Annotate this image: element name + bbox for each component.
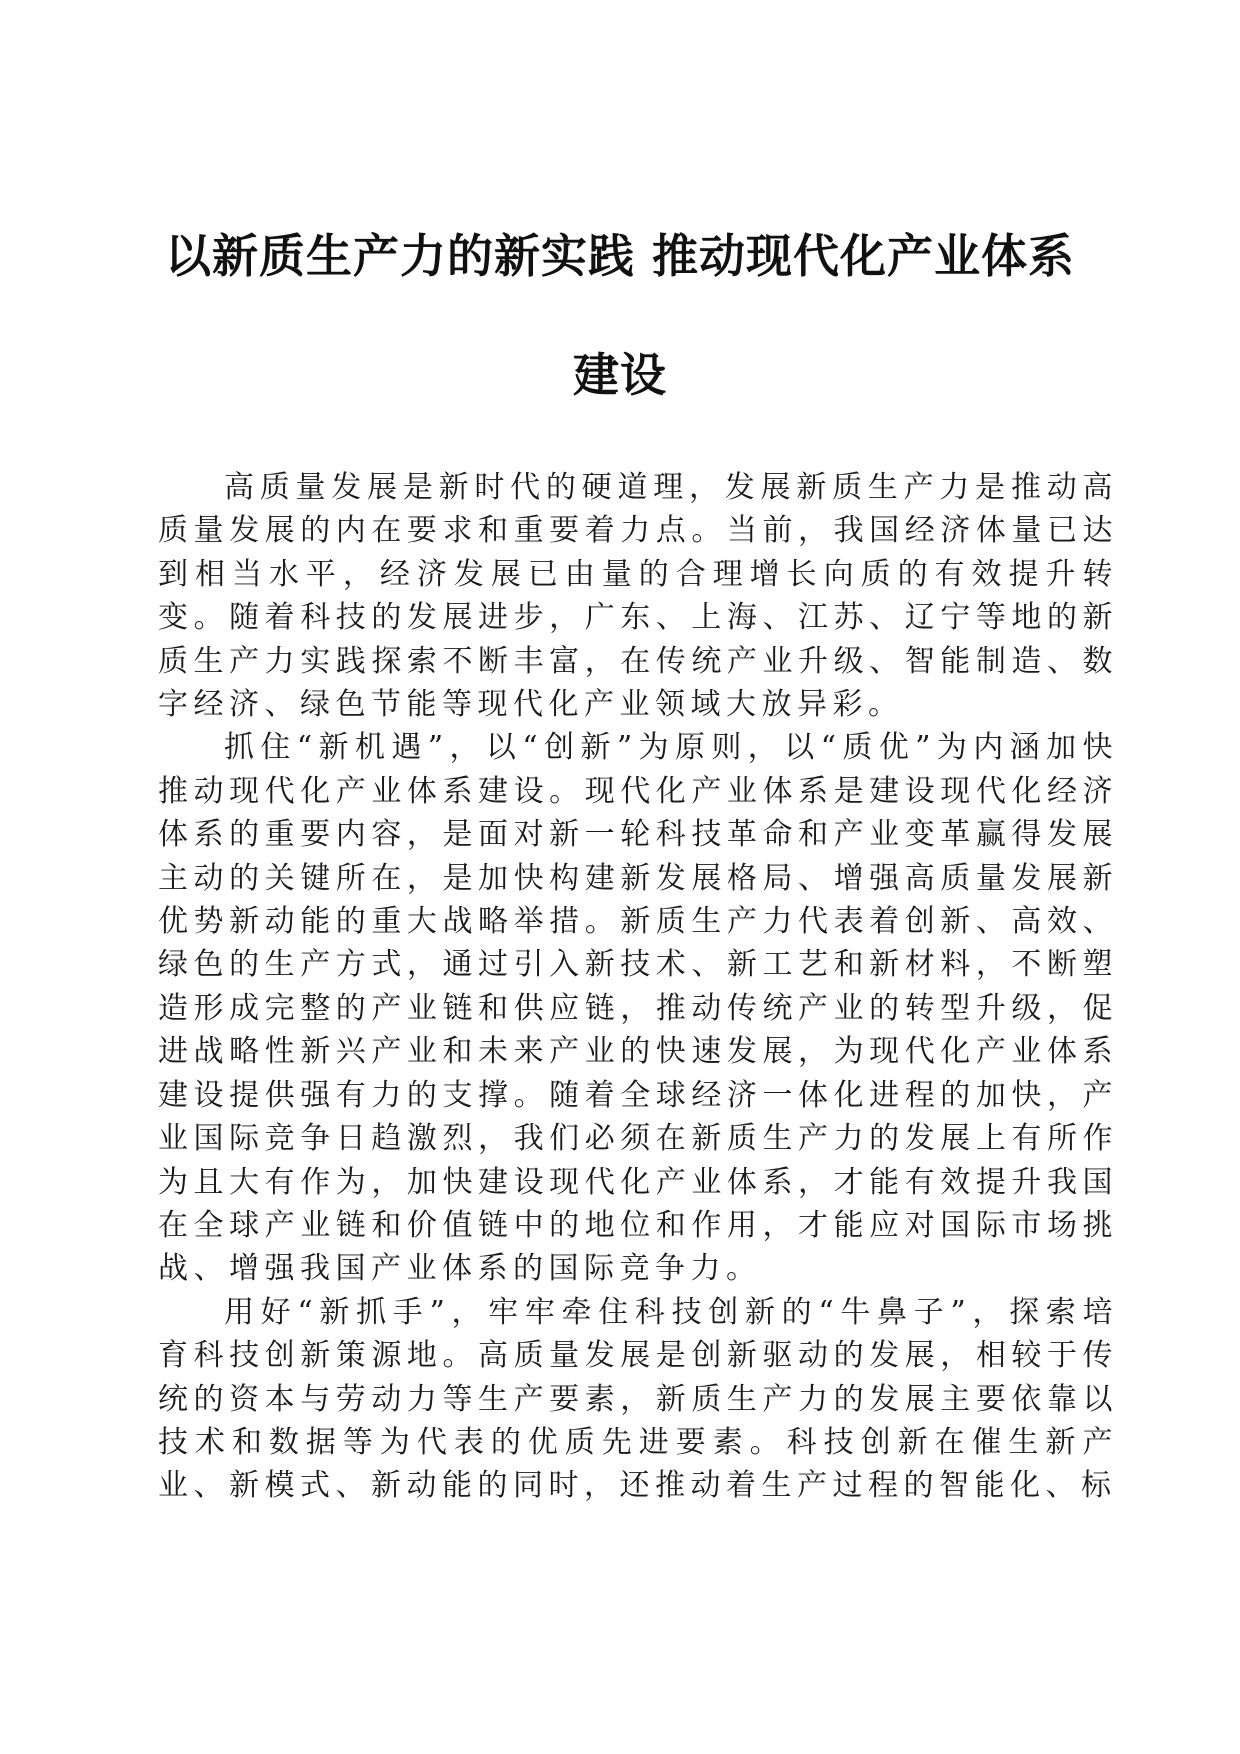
document-title-line-1: 以新质生产力的新实践 推动现代化产业体系 xyxy=(164,229,1075,283)
document-title-line-2: 建设 xyxy=(573,348,667,402)
paragraph-3: 用好“新抓手”，牢牢牵住科技创新的“牛鼻子”，探索培育科技创新策源地。高质量发展是创新驱动的发展，相较于传统的资本与劳动力等生产要素，新质生产力的发展主要依靠以技术和数据等为代表的优质先进要素。科技创新在催生新产业、新模式、新动能的同时，还推动着生产过程的智能化、标 xyxy=(158,1294,1118,1504)
paragraph-1: 高质量发展是新时代的硬道理，发展新质生产力是推动高质量发展的内在要求和重要着力点。当前，我国经济体量已达到相当水平，经济发展已由量的合理增长向质的有效提升转变。随着科技的发展进步，广东、上海、江苏、辽宁等地的新质生产力实践探索不断丰富，在传统产业升级、智能制造、数字经济、绿色节能等现代化产业领域大放异彩。 xyxy=(158,470,1118,723)
document-body xyxy=(158,466,1118,1508)
paragraph-2: 抓住“新机遇”，以“创新”为原则，以“质优”为内涵加快推动现代化产业体系建设。现代化产业体系是建设现代化经济体系的重要内容，是面对新一轮科技革命和产业变革赢得发展主动的关键所在，是加快构建新发展格局、增强高质量发展新优势新动能的重大战略举措。新质生产力代表着创新、高效、绿色的生产方式，通过引入新技术、新工艺和新材料，不断塑造形成完整的产业链和供应链，推动传统产业的转型升级，促进战略性新兴产业和未来产业的快速发展，为现代化产业体系建设提供强有力的支撑。随着全球经济一体化进程的加快，产业国际竞争日趋激烈，我们必须在新质生产力的发展上有所作为且大有作为，加快建设现代化产业体系，才能有效提升我国在全球产业链和价值链中的地位和作用，才能应对国际市场挑战、增强我国产业体系的国际竞争力。 xyxy=(158,730,1118,1287)
